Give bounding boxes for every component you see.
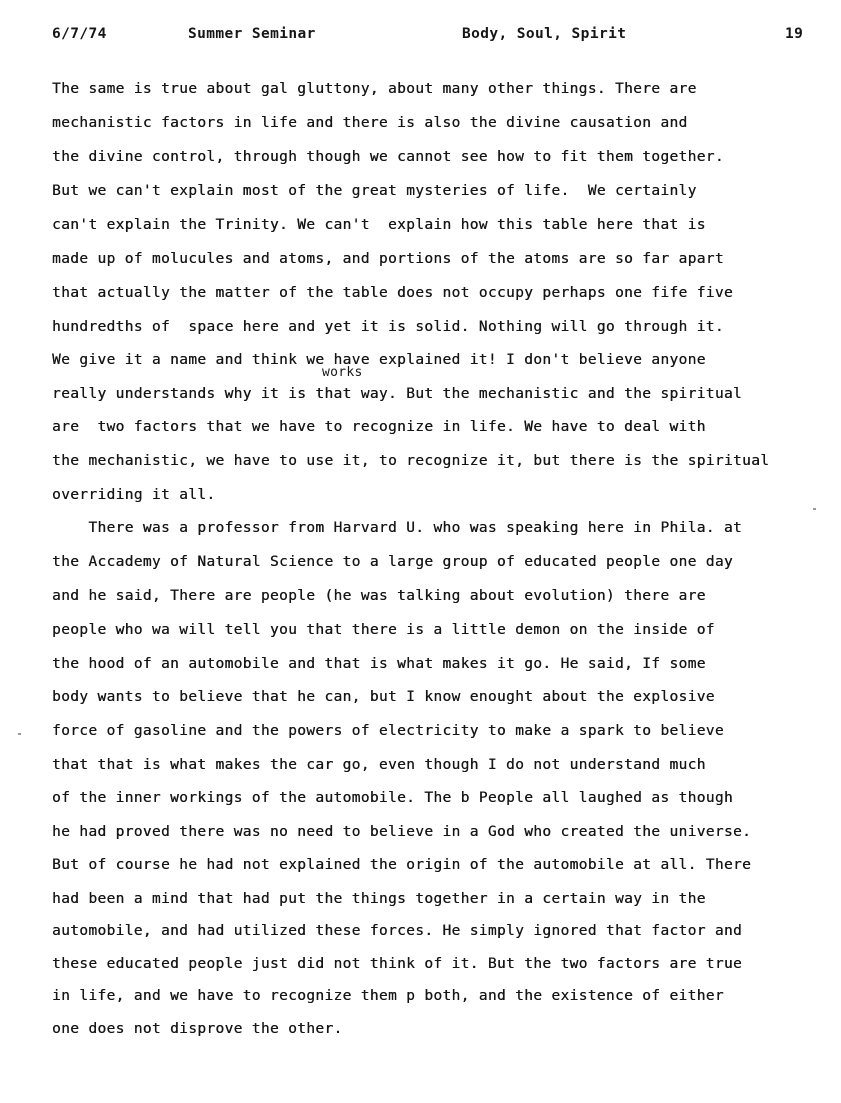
text-line: force of gasoline and the powers of electricity to make a spark to believe bbox=[52, 723, 724, 739]
interlinear-insert: works bbox=[322, 365, 363, 380]
text-line: automobile, and had utilized these forces. He simply ignored that factor and bbox=[52, 923, 743, 939]
text-line: mechanistic factors in life and there is also the divine causation and bbox=[52, 115, 688, 131]
text-line: people who wa will tell you that there is a little demon on the inside of bbox=[52, 622, 715, 638]
text-line: had been a mind that had put the things together in a certain way in the bbox=[52, 891, 706, 907]
header-title: Body, Soul, Spirit bbox=[462, 26, 627, 42]
text-line: the mechanistic, we have to use it, to recognize it, but there is the spiritual bbox=[52, 453, 770, 469]
text-line: are two factors that we have to recognize in life. We have to deal with bbox=[52, 419, 706, 435]
text-line: that that is what makes the car go, even though I do not understand much bbox=[52, 757, 706, 773]
scan-speck bbox=[813, 508, 816, 510]
text-line: really understands why it is that way. But the mechanistic and the spiritual bbox=[52, 386, 743, 402]
text-line: the divine control, through though we cannot see how to fit them together. bbox=[52, 149, 724, 165]
text-line: overriding it all. bbox=[52, 487, 216, 503]
text-line: We give it a name and think we have explained it! I don't believe anyone bbox=[52, 352, 706, 368]
text-line: made up of molucules and atoms, and portions of the atoms are so far apart bbox=[52, 251, 724, 267]
text-line: The same is true about gal gluttony, about many other things. There are bbox=[52, 81, 697, 97]
text-line: one does not disprove the other. bbox=[52, 1021, 343, 1037]
text-line: of the inner workings of the automobile. The b People all laughed as though bbox=[52, 790, 733, 806]
text-line: the hood of an automobile and that is what makes it go. He said, If some bbox=[52, 656, 706, 672]
text-line: hundredths of space here and yet it is solid. Nothing will go through it. bbox=[52, 319, 724, 335]
text-line: he had proved there was no need to believe in a God who created the universe. bbox=[52, 824, 752, 840]
text-line: these educated people just did not think of it. But the two factors are true bbox=[52, 956, 743, 972]
text-line: the Accademy of Natural Science to a large group of educated people one day bbox=[52, 554, 733, 570]
text-line: can't explain the Trinity. We can't explain how this table here that is bbox=[52, 217, 706, 233]
header-series: Summer Seminar bbox=[188, 26, 316, 42]
text-line: in life, and we have to recognize them p both, and the existence of either bbox=[52, 988, 724, 1004]
page-number: 19 bbox=[785, 26, 804, 42]
text-line: body wants to believe that he can, but I know enought about the explosive bbox=[52, 689, 715, 705]
text-line: and he said, There are people (he was talking about evolution) there are bbox=[52, 588, 706, 604]
scan-speck bbox=[18, 733, 21, 735]
text-line: There was a professor from Harvard U. who was speaking here in Phila. at bbox=[52, 520, 743, 536]
text-line: But we can't explain most of the great mysteries of life. We certainly bbox=[52, 183, 697, 199]
text-line: But of course he had not explained the origin of the automobile at all. There bbox=[52, 857, 752, 873]
text-line: that actually the matter of the table does not occupy perhaps one fife five bbox=[52, 285, 733, 301]
header-date: 6/7/74 bbox=[52, 26, 107, 42]
